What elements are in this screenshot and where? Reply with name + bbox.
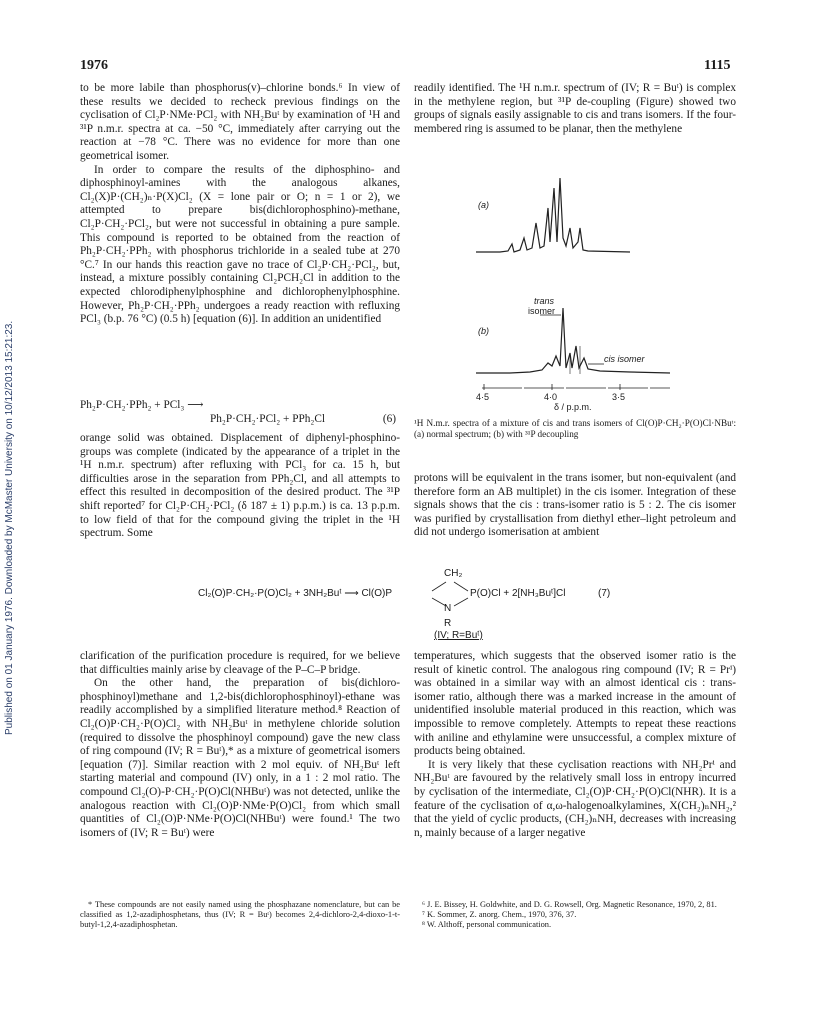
paragraph: to be more labile than phosphorus(v)–chlorine bonds.⁶ In view of these results we decided to recheck previous findings on the cyclisation of Cl₂P·NMe·PCl₂ with NH₂Buᵗ by examination of ¹H and ³¹P n.m.r. spectra at ca. −50 °C, immediately after carrying out the reaction at −78 °C. There was no evidence for more than one geometrical isomer. <box>80 82 400 162</box>
download-watermark-text: Published on 01 January 1976. Downloaded by McMaster University on 10/12/2013 15:21:23. <box>4 320 15 735</box>
left-column-middle <box>80 432 400 541</box>
paragraph: In order to compare the results of the diphosphino- and diphosphinoyl-amines with the analogous alkanes, Cl₂(X)P·(CH₂)ₙ·P(X)Cl₂ (X = lone pair or O; n = 1 or 2), we attempted to prepare bis(dichlorophosphino)-methane, Cl₂P·CH₂·PCl₂, but were not successful in obtaining a pure sample. This compound is reported to be obtained from the reaction of Ph₂P·CH₂·PPh₂ with phosphorus trichloride in a sealed tube at 270 °C.⁷ In our hands this reaction gave no trace of Cl₂P·CH₂·PCl₂, but, instead, a mixture possibly containing Cl₂PCH₂Cl in addition to the expected chlorodiphenylphosphine and dichlorophenylphosphine. However, Ph₂P·CH₂·PPh₂ undergoes a ready reaction with refluxing PCl₃ (b.p. 76 °C) (0.5 h) [equation (6)]. In addition an unidentified <box>80 163 400 326</box>
paragraph: orange solid was obtained. Displacement of diphenyl-phosphino-groups was complete (indicated by the appearance of a triplet in the ¹H n.m.r. spectrum) after refluxing with PCl₃ for ca. 15 h, but difficulties arose in the separation from PPh₂Cl, and all attempts to effect this resulted in decomposition of the desired product. The ³¹P shift reported⁷ for Cl₂P·CH₂·PCl₂ (δ 187 ± 1) p.p.m.) is ca. 13 p.p.m. to low field of that for the compound giving the triplet in the ¹H spectrum. Some <box>80 432 400 540</box>
cis-isomer-label: cis isomer <box>604 354 645 364</box>
ring-bonds <box>424 576 474 621</box>
scheme-products: P(O)Cl + 2[NH₃Buᵗ]Cl <box>470 588 566 599</box>
spectrum-a-label: (a) <box>478 200 489 210</box>
references <box>414 900 736 930</box>
reference-item: ⁶ J. E. Bissey, H. Goldwhite, and D. G. Rowsell, Org. Magnetic Resonance, 1970, 2, 81. <box>422 900 717 909</box>
paragraph: On the other hand, the preparation of bis(dichloro-phosphinoyl)methane and 1,2-bis(dichlorophosphinoyl)-ethane was readily accomplished by a simplified literature method.⁸ Reaction of Cl₂(O)P·CH₂·P(O)Cl₂ with NH₂Buᵗ in methylene chloride solution (required to dissolve the phosphinoyl compound) gave the new class of ring compound (IV; R = Buᵗ),* as a mixture of geometrical isomers [equation (7)]. Similar reaction with 2 mol equiv. of NH₂Buᵗ left starting material and compound (IV) only, in a 1 : 2 mol ratio. The compound Cl₂(O)-P·CH₂·P(O)Cl(NHBuᵗ) was not detected, unlike the analogous reaction with Cl₂(O)P·NMe·P(O)Cl₂ from which small quantities of Cl₂(O)P·NMe·P(O)Cl(NHBuᵗ) were found.¹ The two isomers of (IV; R = Buᵗ) were <box>80 677 400 839</box>
right-column-bottom <box>414 650 736 840</box>
equation-6-number: (6) <box>382 413 396 425</box>
figure-caption: ¹H N.m.r. spectra of a mixture of cis and trans isomers of Cl(O)P·CH₂·P(O)Cl·NBuᵗ: (a) normal spectrum; (b) with ³¹P decoupling <box>414 418 736 439</box>
trans-isomer-label-2: isomer <box>528 306 556 316</box>
spectrum-a-trace <box>476 178 630 252</box>
equation-6-line-2: Ph₂P·CH₂·PCl₂ + PPh₂Cl <box>210 413 326 425</box>
equation-7-number: (7) <box>598 588 611 599</box>
scheme-nitrogen: N <box>444 603 452 614</box>
reaction-scheme-7 <box>198 568 758 641</box>
equation-6 <box>80 398 400 428</box>
equation-6-line-1: Ph₂P·CH₂·PPh₂ + PCl₃ ⟶ <box>80 399 204 411</box>
paragraph: It is very likely that these cyclisation reactions with NH₂Prⁱ and NH₂Buᵗ are favoured by the relatively small loss in entropy incurred by cyclisation of the intermediate, Cl₂(O)P·CH₂·P(O)Cl(NHR). It is a feature of the cyclisation of α,ω-halogenoalkylamines, X(CH₂)ₙNH₂,² that the yield of cyclic products, (CH₂)ₙNH, decreases with increasing n, mainly because of a larger negative <box>414 758 736 839</box>
scheme-r-group: R <box>444 618 452 629</box>
tick-label-4.0: 4·0 <box>544 392 558 402</box>
trans-isomer-label-1: trans <box>534 296 555 306</box>
spectrum-b-label: (b) <box>478 326 489 336</box>
left-column-bottom <box>80 650 400 840</box>
reference-item: ⁷ K. Sommer, Z. anorg. Chem., 1970, 376, 37. <box>422 910 577 919</box>
paragraph: clarification of the purification procedure is required, for we believe that difficulties mainly arise by cleavage of the P–C–P bridge. <box>80 650 400 676</box>
tick-label-3.5: 3·5 <box>612 392 626 402</box>
journal-year: 1976 <box>80 58 108 73</box>
paragraph: temperatures, which suggests that the observed isomer ratio is the result of kinetic control. The analogous ring compound (IV; R = Prⁱ) was obtained in a similar way with an almost identical cis : trans-isomer ratio, although there was a marked increase in the amount of unidentified insoluble material produced in this reaction, which was impossible to remove completely. Attempts to repeat these reactions with aniline and ethylamine were unsuccessful, a complex mixture of products being obtained. <box>414 650 736 758</box>
right-column-top <box>414 82 736 136</box>
tick-label-4.5: 4·5 <box>476 392 490 402</box>
scheme-ch2: CH₂ <box>444 568 463 579</box>
nmr-figure <box>470 168 730 414</box>
nmr-spectra-plot <box>470 168 730 414</box>
right-column-middle <box>414 472 736 540</box>
scheme-reactants: Cl₂(O)P·CH₂·P(O)Cl₂ + 3NH₂Buᵗ ⟶ Cl(O)P <box>198 588 393 599</box>
download-watermark <box>2 215 20 735</box>
compound-iv-label: (IV; R=Buᵗ) <box>434 630 483 641</box>
paragraph: readily identified. The ¹H n.m.r. spectrum of (IV; R = Buᵗ) is complex in the methylene region, but ³¹P de-coupling (Figure) showed two groups of signals easily assignable to cis and trans isomers. If the four-membered ring is assumed to be planar, then the methylene <box>414 82 736 135</box>
paragraph: protons will be equivalent in the trans isomer, but non-equivalent (and therefore form an AB multiplet) in the cis isomer. Integration of these signals shows that the cis : trans-isomer ratio is 5 : 2. The cis isomer was purified by crystallisation from diethyl ether–light petroleum and did not undergo isomerisation at ambient <box>414 472 736 539</box>
footnote <box>80 900 400 930</box>
left-column-top <box>80 82 400 327</box>
reference-item: ⁸ W. Althoff, personal communication. <box>422 920 552 929</box>
page-number: 1115 <box>704 58 731 73</box>
x-axis-unit: δ / p.p.m. <box>554 402 592 412</box>
footnote-text: * These compounds are not easily named using the phosphazane nomenclature, but can be classified as 1,2-azadiphosphetans, thus (IV; R = Buᵗ) becomes 2,4-dichloro-2,4-dioxo-1-t-butyl-1,2,4-azadiphosphetan. <box>80 900 400 929</box>
